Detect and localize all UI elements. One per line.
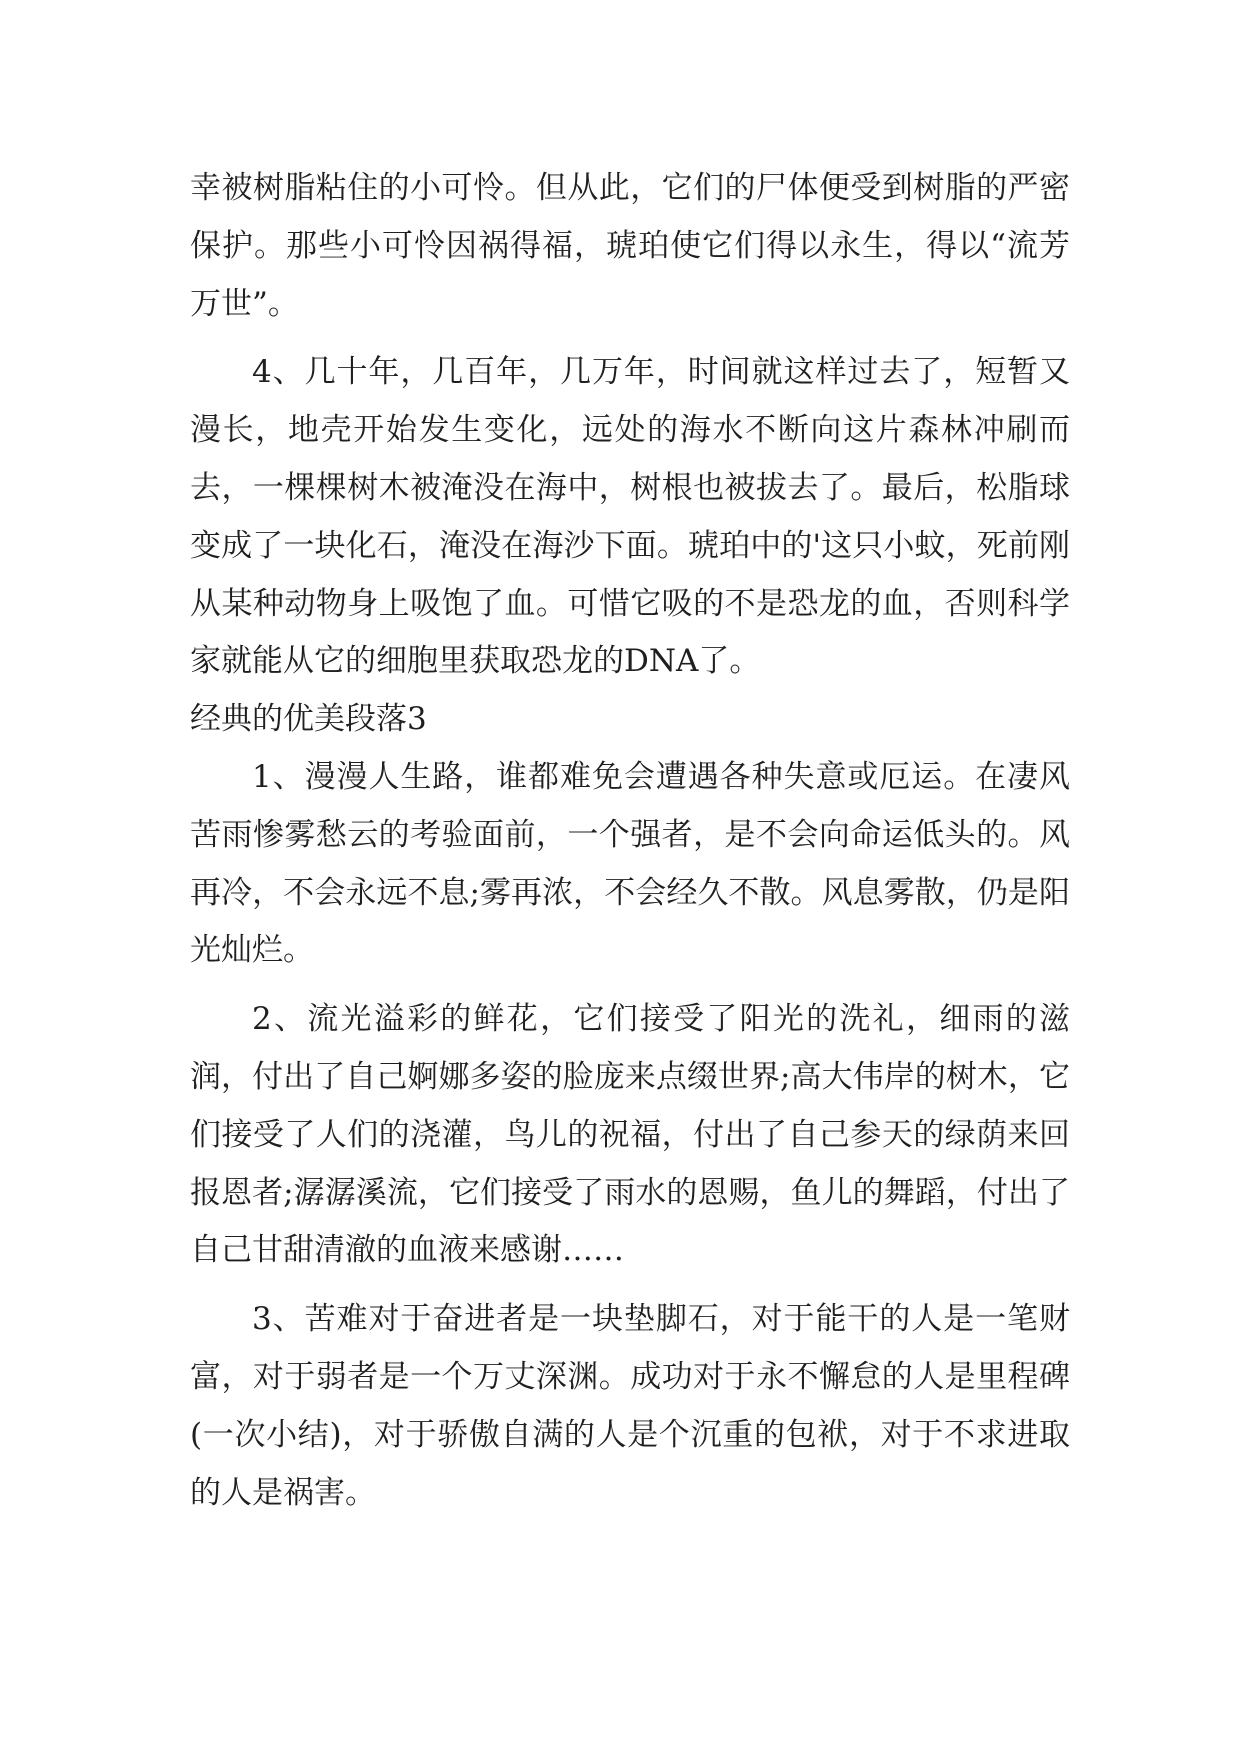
section-paragraph-2: 2、流光溢彩的鲜花，它们接受了阳光的洗礼，细雨的滋润，付出了自己婀娜多姿的脸庞来点缀世界;高大伟岸的树木，它们接受了人们的浇灌，鸟儿的祝福，付出了自己参天的绿荫来回报恩者;潺潺溪流，它们接受了雨水的恩赐，鱼儿的舞蹈，付出了自己甘甜清澈的血液来感谢…… (190, 1001, 1070, 1269)
section-paragraph-1: 1、漫漫人生路，谁都难免会遭遇各种失意或厄运。在凄风苦雨惨雾愁云的考验面前，一个强者，是不会向命运低头的。风再冷，不会永远不息;雾再浓，不会经久不散。风息雾散，仍是阳光灿烂。 (190, 758, 1070, 969)
paragraph-4: 4、几十年，几百年，几万年，时间就这样过去了，短暂又漫长，地壳开始发生变化，远处的海水不断向这片森林冲刷而去，一棵棵树木被淹没在海中，树根也被拔去了。最后，松脂球变成了一块化石，淹没在海沙下面。琥珀中的'这只小蚊，死前刚从某种动物身上吸饱了血。可惜它吸的不是恐龙的血，否则科学家就能从它的细胞里获取恐龙的DNA了。 (190, 354, 1070, 680)
section-paragraph-3: 3、苦难对于奋进者是一块垫脚石，对于能干的人是一笔财富，对于弱者是一个万丈深渊。成功对于永不懈怠的人是里程碑(一次小结)，对于骄傲自满的人是个沉重的包袱，对于不求进取的人是祸害。 (190, 1301, 1070, 1511)
section-heading: 经典的优美段落3 (190, 701, 427, 738)
document-body (190, 160, 1070, 1522)
paragraph-continuation: 幸被树脂粘住的小可怜。但从此，它们的尸体便受到树脂的严密保护。那些小可怜因祸得福，琥珀使它们得以永生，得以“流芳万世”。 (190, 170, 1070, 322)
